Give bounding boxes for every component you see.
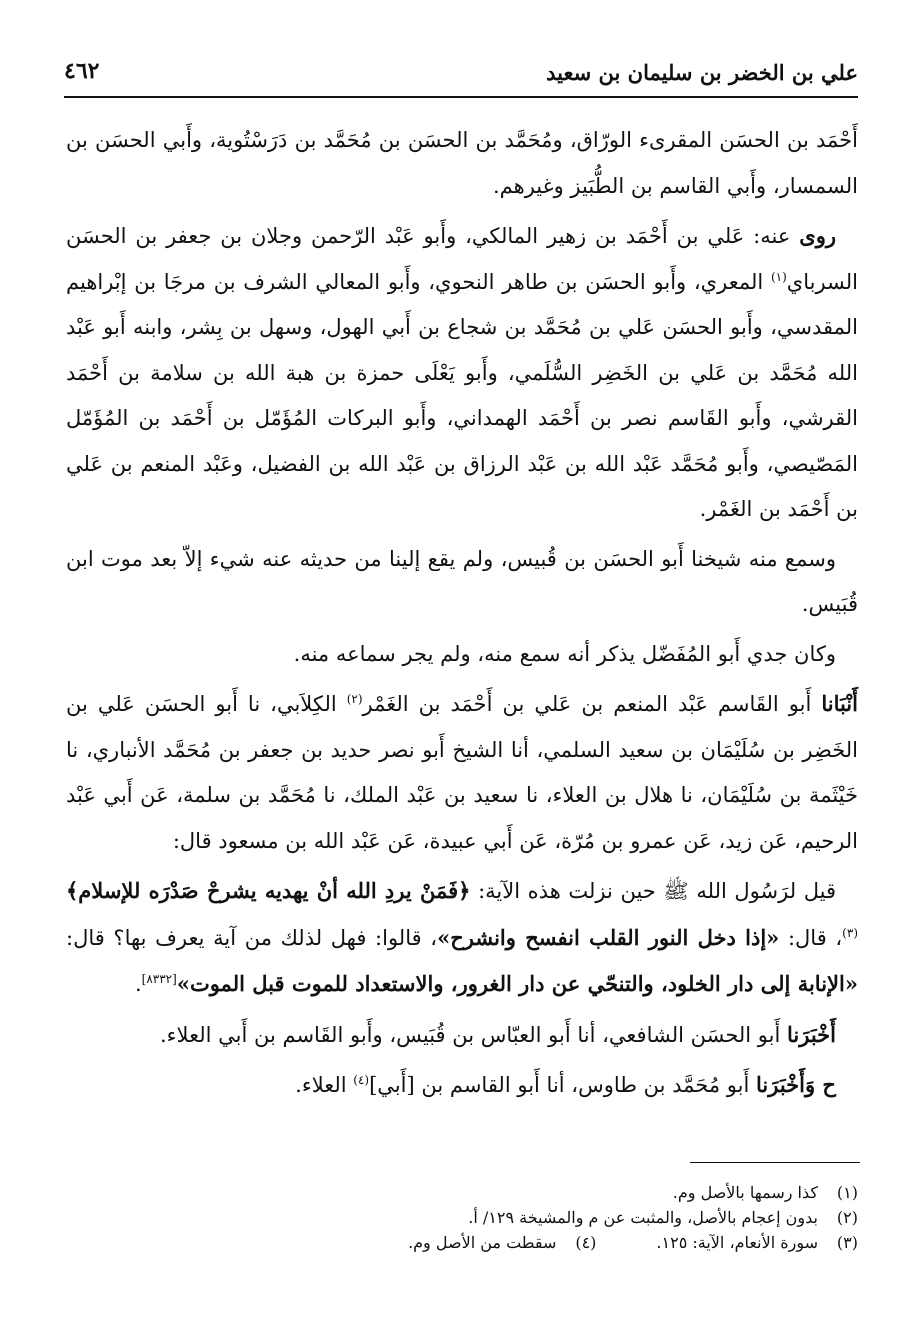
hadith-quote: «الإنابة إلى دار الخلود، والتنحّي عن دار الغرور، والاستعداد للموت قبل الموت» — [176, 971, 858, 996]
footnote-number: (٣) — [836, 1233, 858, 1252]
page-number: ٤٦٢ — [64, 58, 100, 84]
footnotes — [150, 1180, 858, 1255]
keyword: أَخْبَرَنا — [787, 1021, 836, 1047]
paragraph: أَخْبَرَنا أَبو الحسَن الشافعي، أنا أَبو العبّاس بن قُبَيس، وأَبو القَاسم بن أَبي العلاء. — [159, 1021, 836, 1047]
running-title: علي بن الخضر بن سليمان بن سعيد — [546, 60, 858, 85]
paragraph: قيل لرَسُول الله ﷺ حين نزلت هذه الآية: ﴿فَمَنْ يردِ الله أنْ يهديه يشرحْ صَدْرَه للإسلام﴾$^{(٣)}$، قال: «إذا دخل النور القلب انفسح وانشرح»، قالوا: فهل لذلك من آية يعرف بها؟ قال: «الإنابة إلى دار الخلود، والتنحّي عن دار الغرور، والاستعداد للموت قبل الموت»[٨٣٣٢]. — [66, 878, 858, 996]
paragraph: وسمع منه شيخنا أَبو الحسَن بن قُبيس، ولم يقع إلينا من حديثه عنه شيء إلاّ بعد موت ابن قُبَيس. — [66, 546, 858, 616]
paragraph: روى عنه: عَلي بن أَحْمَد بن زهير المالكي، وأَبو عَبْد الرّحمن وجلان بن جعفر بن الحسَن السرباي$^{(١)}$ المعري، وأَبو الحسَن بن طاهر النحوي، وأَبو المعالي الشرف بن مرجَا بن إبْراهيم المقدسي، وأَبو الحسَن عَلي بن مُحَمَّد بن شجاع بن أَبي الهول، وسهل بن بِشر، وابنه أَبو عَبْد الله مُحَمَّد بن عَلي بن الخَضِر السُّلَمي، وأَبو يَعْلَى حمزة بن هبة الله بن سلامة بن أَحْمَد القرشي، وأَبو القَاسم نصر بن أَحْمَد الهمداني، وأَبو البركات المُؤَمّل بن أَحْمَد بن المُؤَمّل المَصّيصي، وأَبو مُحَمَّد عَبْد الله بن عَبْد الرزاق بن عَبْد الله بن الفضيل، وعَبْد المنعم بن عَلي بن أَحْمَد بن الغَمْر. — [66, 223, 858, 521]
footnote-number: (٢) — [836, 1208, 858, 1227]
paragraph: أَحْمَد بن الحسَن المقرىء الورّاق، ومُحَمَّد بن الحسَن بن مُحَمَّد بن دَرَسْتُوية، وأَبي الحسَن بن السمسار، وأَبي القاسم بن الطُّبَيز وغيرهم. — [66, 128, 858, 198]
paragraph: وكان جدي أَبو المُفَضّل يذكر أنه سمع منه، ولم يجر سماعه منه. — [293, 641, 836, 666]
footnote-divider — [690, 1162, 860, 1163]
quran-quote: ﴿فَمَنْ يردِ الله أنْ يهديه يشرحْ صَدْرَه للإسلام﴾ — [66, 878, 471, 903]
footnote-text: سقطت من الأصل وم. — [408, 1233, 557, 1252]
main-text — [66, 118, 858, 1113]
footnote-number: (٤) — [575, 1233, 597, 1252]
footnote-ref: (٣) — [842, 925, 858, 940]
hadith-quote: «إذا دخل النور القلب انفسح وانشرح» — [437, 924, 780, 950]
footnote — [150, 1205, 858, 1230]
footnote-text: كذا رسمها بالأصل وم. — [672, 1183, 818, 1202]
footnote-text: بدون إعجام بالأصل، والمثبت عن م والمشيخة ١٢٩/ أ. — [468, 1208, 818, 1227]
header-divider — [64, 96, 858, 98]
footnote-number: (١) — [836, 1183, 858, 1202]
footnote — [150, 1180, 858, 1205]
paragraph: أَنْبَانا أَبو القَاسم عَبْد المنعم بن عَلي بن أَحْمَد بن الغَمْر$^{(٢)}$ الكِلاَبي، نا أَبو الحسَن عَلي بن الخَضِر بن سُلَيْمَان بن سعيد السلمي، أنا الشيخ أَبو نصر حديد بن جعفر بن مُحَمَّد الأنباري، نا خَيْثَمة بن سُلَيْمَان، نا هلال بن العلاء، نا سعيد بن عَبْد الملك، نا مُحَمَّد بن سلمة، عَن أَبي عَبْد الرحيم، عَن زيد، عَن عمرو بن مُرّة، عَن أَبي عبيدة، عَن عَبْد الله بن مسعود قال: — [66, 691, 858, 853]
footnote-ref: (٤) — [353, 1073, 370, 1087]
running-header — [64, 56, 858, 96]
keyword: أَنْبَانا — [821, 691, 858, 716]
footnote-ref: (٢) — [346, 692, 363, 706]
footnote-ref: (١) — [770, 269, 787, 284]
paragraph: ح وَأَخْبَرَنا أَبو مُحَمَّد بن طاوس، أنا أَبو القاسم بن [أَبي]$^{(٤)}$ العلاء. — [295, 1072, 836, 1097]
footnote-text: سورة الأنعام، الآية: ١٢٥. — [656, 1233, 818, 1252]
keyword: ح وَأَخْبَرَنا — [756, 1072, 836, 1097]
hadith-number: [٨٣٣٢] — [141, 972, 177, 986]
keyword: روى — [799, 223, 836, 248]
footnote — [150, 1230, 858, 1255]
